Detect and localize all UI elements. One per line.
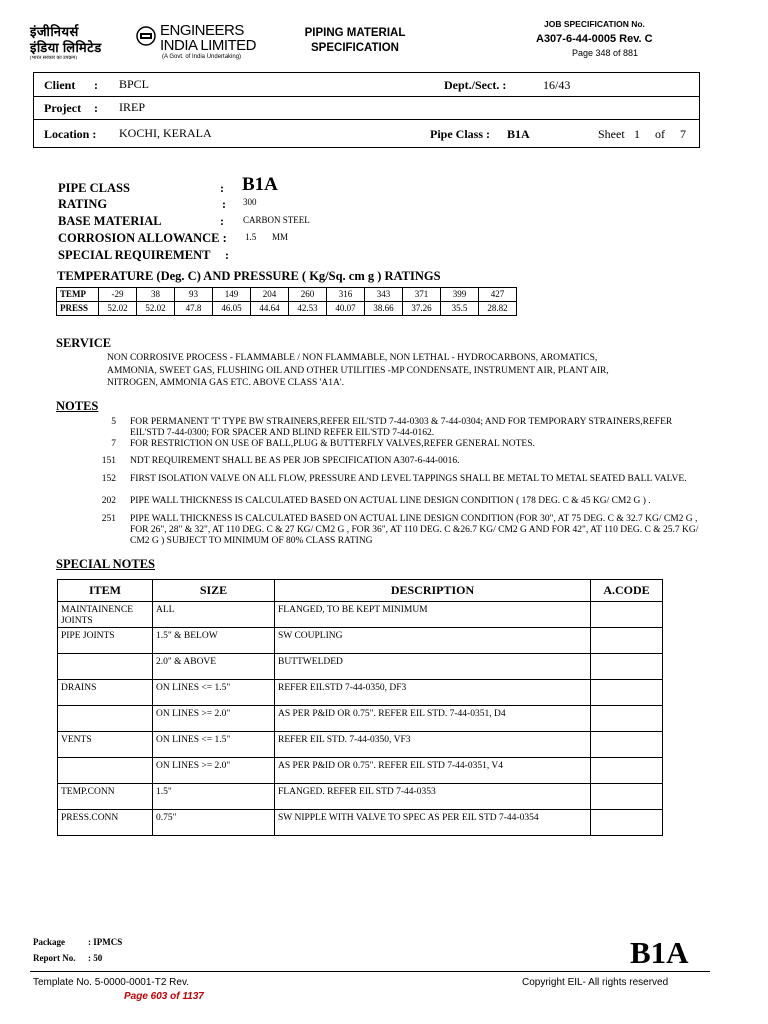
colon: : xyxy=(222,197,226,211)
press-cell: 38.66 xyxy=(365,302,403,316)
table-row xyxy=(58,784,663,810)
colon: : xyxy=(220,214,224,228)
client-value: BPCL xyxy=(119,77,150,91)
service-line: NITROGEN, AMMONIA GAS ETC. ABOVE CLASS 'A1A'. xyxy=(107,378,344,388)
logo-tagline: (A Govt. of India Undertaking) xyxy=(162,54,242,60)
logo-english-line1: ENGINEERS xyxy=(160,22,244,39)
note-number: 151 xyxy=(101,456,116,466)
note-text: PIPE WALL THICKNESS IS CALCULATED BASED ON ACTUAL LINE DESIGN CONDITION ( 178 DEG. C & 45 KG/ CM2 G ) . xyxy=(130,496,651,506)
temp-cell: -29 xyxy=(99,288,137,302)
pipe-class-info-label: PIPE CLASS xyxy=(58,181,130,195)
copyright-notice: Copyright EIL- All rights reserved xyxy=(522,977,669,988)
size-cell: 2.0" & ABOVE xyxy=(153,654,275,680)
table-row xyxy=(58,628,663,654)
temp-cell: 316 xyxy=(327,288,365,302)
title-line2: SPECIFICATION xyxy=(311,42,399,54)
client-row xyxy=(34,73,699,97)
template-number: Template No. 5-0000-0001-T2 Rev. xyxy=(33,977,190,988)
press-cell: 37.26 xyxy=(403,302,441,316)
corrosion-allowance-unit: MM xyxy=(272,232,289,242)
press-row xyxy=(57,302,517,316)
item-cell xyxy=(58,706,153,732)
description-cell: AS PER P&ID OR 0.75". REFER EIL STD 7-44-0351, V4 xyxy=(275,758,591,784)
item-cell: MAINTAINENCE JOINTS xyxy=(58,602,153,628)
size-cell: ON LINES >= 2.0" xyxy=(153,706,275,732)
size-cell: ON LINES >= 2.0" xyxy=(153,758,275,784)
service-heading: SERVICE xyxy=(56,336,112,350)
description-cell: FLANGED. REFER EIL STD 7-44-0353 xyxy=(275,784,591,810)
description-cell: BUTTWELDED xyxy=(275,654,591,680)
special-requirement-label: SPECIAL REQUIREMENT xyxy=(58,248,211,262)
document-title xyxy=(290,26,420,56)
colon: : xyxy=(220,181,224,195)
package-label: Package xyxy=(33,937,65,947)
sheet-total: 7 xyxy=(680,127,686,141)
pipe-class-label: Pipe Class : xyxy=(430,127,490,141)
press-cell: 47.8 xyxy=(175,302,213,316)
note-number: 202 xyxy=(101,496,116,506)
press-cell: 44.64 xyxy=(251,302,289,316)
special-notes-table xyxy=(57,579,663,836)
base-material-label: BASE MATERIAL xyxy=(58,214,162,228)
press-cell: 28.82 xyxy=(479,302,517,316)
project-value: IREP xyxy=(119,100,146,114)
corrosion-allowance-label: CORROSION ALLOWANCE : xyxy=(58,231,227,245)
press-cell: 52.02 xyxy=(99,302,137,316)
base-material-value: CARBON STEEL xyxy=(243,215,310,225)
temp-cell: 149 xyxy=(213,288,251,302)
logo-hindi-line1: इंजीनियर्स xyxy=(30,24,79,39)
item-cell xyxy=(58,654,153,680)
size-cell: ON LINES <= 1.5" xyxy=(153,732,275,758)
table-row xyxy=(58,758,663,784)
acode-cell xyxy=(591,654,663,680)
note-text: NDT REQUIREMENT SHALL BE AS PER JOB SPECIFICATION A307-6-44-0016. xyxy=(130,456,460,466)
table-row xyxy=(58,732,663,758)
rating-value: 300 xyxy=(243,197,257,207)
acode-cell xyxy=(591,680,663,706)
note-number: 7 xyxy=(111,439,116,449)
report-value: : 50 xyxy=(88,953,103,963)
note-text: FOR PERMANENT 'T' TYPE BW STRAINERS,REFER EIL'STD 7-44-0303 & 7-44-0304; AND FOR TEMPORARY STRAINERS,REFER EIL'STD 7-44-0300; FOR SPACER AND BLIND REFER EIL'STD 7-44-0162. xyxy=(130,417,673,438)
acode-cell xyxy=(591,706,663,732)
client-info-box xyxy=(33,72,700,148)
project-label: Project xyxy=(44,101,82,115)
note-text: PIPE WALL THICKNESS IS CALCULATED BASED ON ACTUAL LINE DESIGN CONDITION (FOR 30", AT 75 DEG. C & 32.7 KG/ CM2 G , FOR 26", 28" & 32", AT 110 DEG. C & 27 KG/ CM2 G , FOR 36", AT 110 DEG. C &26.7 KG/ CM2 G AND FOR 42", AT 110 DEG. C & 25.7 KG/ CM2 G ) SUBJECT TO MINIMUM OF 80% CLASS RATING xyxy=(130,514,699,546)
note-number: 251 xyxy=(101,514,116,524)
of-label: of xyxy=(655,127,665,141)
size-cell: 1.5" xyxy=(153,784,275,810)
pressure-temperature-table xyxy=(56,287,517,316)
special-notes-heading: SPECIAL NOTES xyxy=(56,557,155,571)
temp-cell: 427 xyxy=(479,288,517,302)
size-cell: ALL xyxy=(153,602,275,628)
press-cell: 42.53 xyxy=(289,302,327,316)
notes-heading: NOTES xyxy=(56,399,99,413)
temp-cell: 38 xyxy=(137,288,175,302)
press-label: PRESS xyxy=(57,302,99,316)
table-header-row xyxy=(58,580,663,602)
corrosion-allowance-value: 1.5 xyxy=(245,232,257,242)
temp-cell: 260 xyxy=(289,288,327,302)
temp-cell: 93 xyxy=(175,288,213,302)
sheet-label: Sheet xyxy=(598,127,625,141)
temp-cell: 399 xyxy=(441,288,479,302)
temp-cell: 343 xyxy=(365,288,403,302)
table-row xyxy=(58,654,663,680)
location-row xyxy=(34,119,699,147)
size-cell: 0.75" xyxy=(153,810,275,836)
dept-value: 16/43 xyxy=(543,78,571,92)
logo-hindi-line2: इंडिया लिमिटेड xyxy=(30,40,102,55)
size-cell: 1.5" & BELOW xyxy=(153,628,275,654)
logo-english-line2: INDIA LIMITED xyxy=(160,37,257,54)
press-cell: 40.07 xyxy=(327,302,365,316)
temp-label: TEMP xyxy=(57,288,99,302)
location-label: Location : xyxy=(44,127,97,141)
description-cell: AS PER P&ID OR 0.75". REFER EIL STD. 7-44-0351, D4 xyxy=(275,706,591,732)
item-cell: DRAINS xyxy=(58,680,153,706)
note-text: FIRST ISOLATION VALVE ON ALL FLOW, PRESSURE AND LEVEL TAPPINGS SHALL BE METAL TO METAL SEATED BALL VALVE. xyxy=(130,474,687,484)
document-page-number: Page 603 of 1137 xyxy=(124,991,204,1002)
item-cell xyxy=(58,758,153,784)
item-cell: TEMP.CONN xyxy=(58,784,153,810)
note-text: FOR RESTRICTION ON USE OF BALL,PLUG & BUTTERFLY VALVES,REFER GENERAL NOTES. xyxy=(130,439,535,449)
job-spec-number: A307-6-44-0005 Rev. C xyxy=(536,33,653,45)
item-cell: PIPE JOINTS xyxy=(58,628,153,654)
acode-cell xyxy=(591,602,663,628)
footer-divider xyxy=(30,971,710,972)
description-cell: SW NIPPLE WITH VALVE TO SPEC AS PER EIL STD 7-44-0354 xyxy=(275,810,591,836)
pipe-class-large: B1A xyxy=(630,935,689,970)
acode-cell xyxy=(591,810,663,836)
title-line1: PIPING MATERIAL xyxy=(304,27,406,39)
service-line: AMMONIA, SWEET GAS, FLUSHING OIL AND OTHER UTILITIES -MP CONDENSATE, INSTRUMENT AIR, PLANT AIR, xyxy=(107,366,609,376)
package-value: : IPMCS xyxy=(88,937,123,947)
temp-cell: 371 xyxy=(403,288,441,302)
project-colon: : xyxy=(94,101,98,115)
description-cell: REFER EIL STD. 7-44-0350, VF3 xyxy=(275,732,591,758)
report-label: Report No. xyxy=(33,953,76,963)
dept-label: Dept./Sect. : xyxy=(444,78,507,92)
acode-cell xyxy=(591,732,663,758)
client-colon: : xyxy=(94,78,98,92)
item-cell: VENTS xyxy=(58,732,153,758)
description-cell: FLANGED, TO BE KEPT MINIMUM xyxy=(275,602,591,628)
temp-cell: 204 xyxy=(251,288,289,302)
item-cell: PRESS.CONN xyxy=(58,810,153,836)
colon: : xyxy=(225,248,229,262)
pipe-class-info-value: B1A xyxy=(242,174,278,195)
table-row xyxy=(58,602,663,628)
location-value: KOCHI, KERALA xyxy=(119,126,212,140)
pipe-class-value: B1A xyxy=(507,127,530,141)
note-number: 152 xyxy=(101,474,116,484)
acode-cell xyxy=(591,784,663,810)
job-spec-label: JOB SPECIFICATION No. xyxy=(544,19,645,29)
column-header-item: ITEM xyxy=(58,580,153,602)
page-indicator: Page 348 of 881 xyxy=(572,48,639,58)
ratings-heading: TEMPERATURE (Deg. C) AND PRESSURE ( Kg/Sq. cm g ) RATINGS xyxy=(57,269,441,283)
description-cell: REFER EILSTD 7-44-0350, DF3 xyxy=(275,680,591,706)
press-cell: 46.05 xyxy=(213,302,251,316)
size-cell: ON LINES <= 1.5" xyxy=(153,680,275,706)
acode-cell xyxy=(591,628,663,654)
sheet-number: 1 xyxy=(634,127,640,141)
table-row xyxy=(58,680,663,706)
client-label: Client xyxy=(44,78,76,92)
table-row xyxy=(58,706,663,732)
description-cell: SW COUPLING xyxy=(275,628,591,654)
project-row xyxy=(34,96,699,120)
acode-cell xyxy=(591,758,663,784)
table-row xyxy=(58,810,663,836)
column-header-description: DESCRIPTION xyxy=(275,580,591,602)
column-header-size: SIZE xyxy=(153,580,275,602)
press-cell: 35.5 xyxy=(441,302,479,316)
eil-logo-icon xyxy=(136,26,156,46)
note-number: 5 xyxy=(111,417,116,427)
column-header-acode: A.CODE xyxy=(591,580,663,602)
rating-label: RATING xyxy=(58,197,108,211)
temp-row xyxy=(57,288,517,302)
logo-hindi-tagline: (भारत सरकार का उपक्रम) xyxy=(30,56,77,61)
service-line: NON CORROSIVE PROCESS - FLAMMABLE / NON FLAMMABLE, NON LETHAL - HYDROCARBONS, AROMATICS, xyxy=(107,353,598,363)
press-cell: 52.02 xyxy=(137,302,175,316)
